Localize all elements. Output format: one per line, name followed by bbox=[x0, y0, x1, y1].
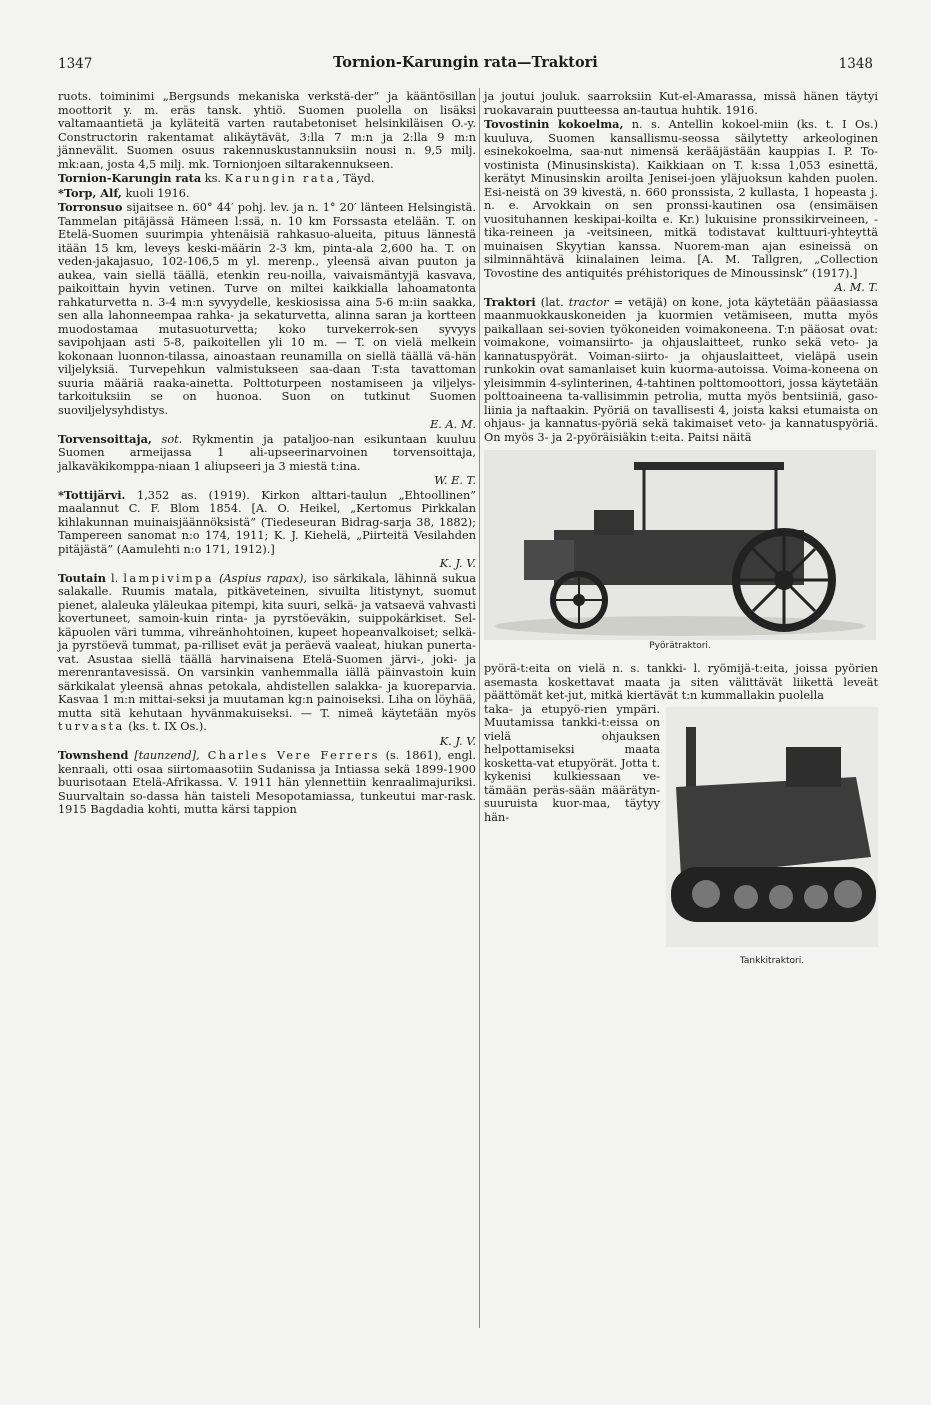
entry-headword: *Torp, Alf, bbox=[58, 185, 122, 200]
entry-headword: Tovostinin kokoelma, bbox=[484, 117, 624, 131]
entry-toutain: Toutain l. lampivimpa (Aspius rapax), iso särkikala, lähinnä sukua salakalle. Ruumis matala, pitkäveteinen, sivuilta litistynyt, suomut pienet, alaleuka yläleukaa pitempi, kita suuri, selkä- ja vatsaevä vahvasti kovertuneet, samoin-kuin rinta- ja pyrstöeväkin, suippokärkiset. Sel-käpuolen väri tumma, vihreänhohtoinen, kupeet hopeanvalkoiset; selkä- ja pyrstöevä tummat, pa-rilliset evät ja peräevä vaaleat, hiukan punerta-vat. Asustaa siellä täällä harvinaisena Etelä-Suomen järvi-, joki- ja merenrantavesissä. On varsinkin vanhemmalla iällä päinvastoin kuin särkikalat yleensä ahnas petokala, ahdistellen salakka- ja kuoreparvia. Kasvaa 1 m:n mittai-seksi ja muutaman kg:n painoiseksi. Liha on löyhää, mutta sitä kehutaan hyvänmakuiseksi. — T. nimeä käytetään myös turvasta (ks. t. IX Os.). bbox=[58, 570, 477, 733]
entry-headword: Townshend bbox=[58, 748, 129, 762]
paragraph: taka- ja etupyö-rien ympäri. Muutamissa tankki-t:eissa on vielä ohjauksen helpottamiseksi maata kosketta-vat etupyörät. Jotta t. kykenisi kulkiessaan ve-tämään peräs-sään määrätyn-suuruista kuor-maa, täytyy hän- bbox=[484, 702, 660, 824]
wheel-tractor-illustration bbox=[484, 450, 876, 640]
page-number-right: 1348 bbox=[838, 56, 873, 72]
paragraph: ruots. toiminimi „Bergsunds mekaniska verkstä-der” ja kääntösillan moottorit y. m. eräs tansk. yhtiö. Suomen puolella on lisäksi valtamaantietä ja kyläteitä varten rautabetoniset helsinkiläisen O.-y. Constructorin rakentamat alikäytävät, 3:lla 7 m:n ja 2:lla 9 m:n jännevälit. Suomen osuus rakennuskustannuksiin nousi n. 9,5 milj. mk:aan, josta 4,5 milj. mk. Tornionjoen siltarakennukseen. bbox=[58, 90, 476, 171]
figure-caption: Pyörätraktori. bbox=[649, 641, 711, 651]
entry-traktori: Traktori (lat. tractor = vetäjä) on kone, jota käytetään pääasiassa maanmuokkauskoneiden ja kuormien vetämiseen, mutta myös paikallaan sei-sovien työkoneiden voimakoneena. T:n pääosat ovat: voimakone, voimansiirto- ja ohjauslaitteet, runko sekä veto- ja kannatuspyörät. Voiman-siirto- ja ohjauslaitteet, vieläpä usein runkokin ovat samanlaiset kuin kuorma-autoissa. Voima-koneena on yleisimmin 4-sylinterinen, 4-tahtinen polttomoottori, jossa käytetään polttoaineena ta-vallisimmin petrolia, mutta myös bentsiiniä, gaso-liinia ja naftaakin. Pyöriä on tavallisesti 4, joista kaksi etumaista on ohjaus- ja kannatus-pyöriä sekä takimaiset veto- ja kannatuspyöriä. On myös 3- ja 2-pyöräisiäkin t:eita. Paitsi näitä bbox=[484, 294, 878, 444]
column-divider bbox=[479, 88, 480, 1328]
entry-headword: Toutain bbox=[58, 570, 106, 585]
entry-headword: *Tottijärvi. bbox=[58, 487, 126, 502]
cross-reference: Karungin rata bbox=[224, 172, 337, 185]
entry-tovostinin-kokoelma: Tovostinin kokoelma, n. s. Antellin kokoel-miin (ks. t. I Os.) kuuluva, Suomen kansallismu-seossa säilytetty arkeologinen esinekokoelma, saa-nut nimensä kerääjästään kauppias I. P. To-vostinista (Minusinskista). Kaikkiaan on T. k:ssa 1,053 esinettä, kerätyt Minusinskin aroilta Jenisei-joen yläjuoksun kahden puolen. Esi-neistä on 39 kivestä, n. 660 pronssista, 2 kullasta, 1 hopeasta j. n. e. Arvokkain on sen pronssi-kautinen osa (ensimäisen vuosituhannen keskipai-koilta e. Kr.) lukuisine pronssikirveineen, -tika-reineen ja -veitsineen, mitkä todistavat kulttuuri-yhteyttä muinaisen Skyytian kanssa. Nuorem-man ajan esineissä on silminnähtävä kiinalainen leima. [A. M. Tallgren, „Collection Tovostine des antiquités préhistoriques de Minoussinsk” (1917).] bbox=[484, 117, 878, 280]
author-signature: W. E. T. bbox=[434, 474, 476, 487]
page-number-left: 1347 bbox=[58, 56, 93, 72]
left-column bbox=[58, 90, 476, 817]
entry-torvensoittaja: Torvensoittaja, sot. Rykmentin ja pataljoo-nan esikuntaan kuuluu Suomen armeijassa 1 ali-upseerinarvoinen torvensoittaja, jalkaväkikomppa-niaan 1 aliupseeri ja 3 miestä t:ina. bbox=[58, 431, 476, 473]
author-signature: A. M. T. bbox=[834, 281, 878, 294]
paragraph: ja joutui jouluk. saarroksiin Kut-el-Amarassa, missä hänen täytyi ruokavarain puutteessa an-tautua huhtik. 1916. bbox=[484, 90, 878, 117]
entry-headword: Traktori bbox=[484, 294, 536, 309]
author-signature: K. J. V. bbox=[439, 557, 476, 570]
entry-headword: Torvensoittaja, bbox=[58, 431, 152, 446]
entry-tornion-karungin-rata: Tornion-Karungin rata ks. Karungin rata, Täyd. bbox=[58, 171, 375, 185]
running-title: Tornion-Karungin rata—Traktori bbox=[333, 54, 598, 71]
figure-wheel-tractor bbox=[484, 450, 876, 660]
entry-tottijarvi: *Tottijärvi. 1,352 as. (1919). Kirkon alttari-taulun „Ehtoollinen” maalannut C. F. Blom 1854. [A. O. Heikel, „Kertomus Pirkkalan kihlakunnan muinaisjäännöksistä” (Tiedeseuran Bidrag-sarja 38, 1882); Tampereen sanomat n:o 174, 1911; K. J. Kiehelä, „Piirteitä Vesilahden pitäjästä” (Aamulehti n:o 171, 1912).] bbox=[58, 487, 476, 556]
paragraph: pyörä-t:eita on vielä n. s. tankki- l. ryömijä-t:eita, joissa pyörien asemasta koskettavat maata ja siten välittävät liikettä leveät päättömät ket-jut, mitkä kiertävät t:n kummallakin puolella bbox=[484, 662, 878, 702]
figure-tank-tractor bbox=[666, 707, 878, 969]
entry-torp: *Torp, Alf, kuoli 1916. bbox=[58, 185, 190, 200]
figure-caption: Tankkitraktori. bbox=[739, 956, 805, 966]
right-column bbox=[484, 90, 878, 969]
page-header bbox=[58, 54, 873, 76]
entry-torronsuo: Torronsuo sijaitsee n. 60° 44′ pohj. lev. ja n. 1° 20′ länteen Helsingistä. Tammelan pitäjässä Hämeen l:ssä, n. 10 km Forssasta etelään. T. on Etelä-Suomen suurimpia yhtenäisiä rahkasuo-alueita, pituus lännestä itään 15 km, leveys keski-määrin 2-3 km, pinta-ala 2,600 ha. T. on veden-jakajasuo, 102-106,5 m yl. merenp., yleensä aivan puuton ja aukea, vain siellä täällä, etenkin reu-noilla, vaivaismäntyjä kasvava, paikoittain hyvin vetinen. Turve on miltei kaikkialla lahoamatonta rahkaturvetta n. 3-4 m:n syvyydelle, keskiosissa aina 5-6 m:iin saakka, sen alla lahonneempaa rahka- ja sekaturvetta, alinna saran ja kortteen muodostamaa mutasuoturvetta; koko turvekerrok-sen syvyys savipohjaan asti 5-8, paikoitellen yli 10 m. — T. on vielä melkein kokonaan luonnon-tilassa, ainoastaan reunamilla on siellä täällä vä-hän viljelyksiä. Turvepehkun valmistukseen saa-daan T:sta tavattoman suuria määriä raaka-ainetta. Polttoturpeen nostamiseen ja viljelys-tarkoituksiin se on huonoa. Suon on tutkinut Suomen suoviljelysyhdistys. bbox=[58, 200, 476, 417]
tank-tractor-illustration bbox=[666, 707, 878, 947]
entry-headword: Torronsuo bbox=[58, 200, 123, 214]
entry-townshend: Townshend [taunzend], Charles Vere Ferrers (s. 1861), engl. kenraali, otti osaa siirtomaasotiin Sudanissa ja Intiassa sekä 1899-1900 buurisotaan Etelä-Afrikassa. V. 1911 hän ylennettiin kenraalimajuriksi. Suurvaltain so-dassa hän taisteli Mesopotamiassa, tunkeutui mar-rask. 1915 Bagdadia kohti, mutta kärsi tappion bbox=[58, 748, 476, 816]
entry-headword: Tornion-Karungin rata bbox=[58, 171, 202, 185]
author-signature: E. A. M. bbox=[430, 418, 476, 431]
author-signature: K. J. V. bbox=[439, 734, 476, 748]
